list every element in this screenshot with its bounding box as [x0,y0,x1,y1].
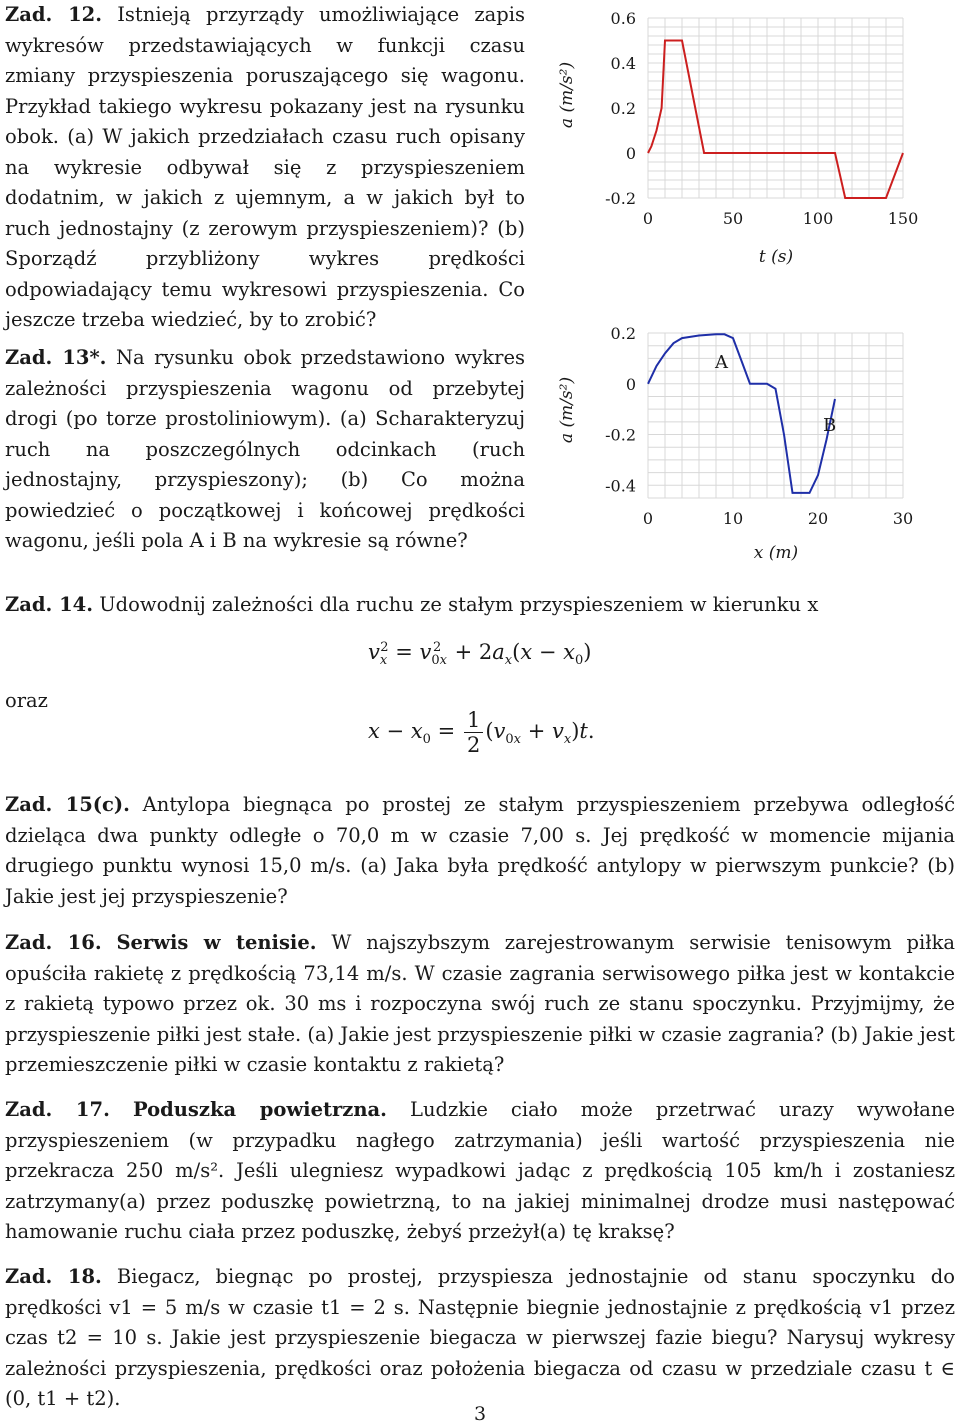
task-14-text: Udowodnij zależności dla ruchu ze stałym przyspieszeniem w kierunku x [99,593,819,616]
task-17-number: Zad. 17. [5,1098,110,1121]
chart2-ytick-label: -0.4 [605,476,636,496]
equation-1: $v_x^2 = v_{0x}^2 + 2a_x(x - x_0)$ [368,640,592,668]
chart1-ytick-label: 0.6 [610,9,636,28]
chart2-xlabel: x (m) [753,543,799,563]
task-17 [5,1095,955,1248]
task-15-number: Zad. 15(c). [5,793,130,816]
chart1-xtick-label: 150 [887,209,919,228]
task-15 [5,790,955,912]
chart-acceleration-vs-time [545,0,945,275]
task-18-text: Biegacz, biegnąc po prostej, przyspiesza jednostajnie od stanu spoczynku do prędkości v1 = 5 m/s w czasie t1 = 2 s. Następnie biegnie jednostajnie z prędkością v1 przez czas t2 = 10 s. Jakie jest przyspieszenie biegacza w pierwszej fazie biegu? Narysuj wykresy zależności przyspieszenia, prędkości oraz położenia biegacza od czasu w przedziale czasu t ∈ (0, t1 + t2). [5,1265,956,1410]
chart2-xtick-label: 30 [892,509,914,528]
equation-2: $x - x_0$ = $\frac{1}{2}$ $(v_{0x} + v_x)t$. [368,708,595,757]
chart1-ylabel: a (m/s²) [557,61,577,129]
oraz-word: oraz [5,689,48,712]
task-14 [5,590,955,621]
chart2-xtick-label: 20 [807,509,829,528]
task-14-number: Zad. 14. [5,593,94,616]
task-12 [5,0,525,336]
chart1-xtick-label: 50 [722,209,744,228]
task-15-text: Antylopa biegnąca po prostej ze stałym przyspieszeniem przebywa odległość dzieląca dwa punkty odległe o 70,0 m w czasie 7,00 s. Jej prędkość w momencie mijania drugiego punktu wynosi 15,0 m/s. (a) Jaka była prędkość antylopy w pierwszym punkcie? (b) Jakie jest jej przyspieszenie? [5,793,955,908]
chart-acceleration-vs-distance [545,315,945,575]
chart2-xtick-label: 10 [722,509,744,528]
chart1-ytick-label: 0.4 [610,54,636,73]
chart2-annotation-a: A [715,352,728,373]
chart1-xtick-label: 0 [642,209,654,228]
chart2-ylabel: a (m/s²) [557,376,577,444]
chart1-ytick-label: 0 [625,144,636,163]
page-number: 3 [473,1403,487,1425]
task-13 [5,343,525,557]
chart2-ytick-label: -0.2 [605,425,636,445]
chart1-ytick-label: 0.2 [610,99,636,118]
task-18 [5,1262,955,1415]
task-18-number: Zad. 18. [5,1265,102,1288]
task-12-text: Istnieją przyrządy umożliwiające zapis wykresów przedstawiających w funkcji czasu zmiany przyspieszenia poruszającego się wagonu. Przykład takiego wykresu pokazany jest na rysunku obok. (a) W jakich przedziałach czasu ruch opisany na wykresie odbywał się z przyspieszeniem dodatnim, w jakich z ujemnym, a w jakich był to ruch jednostajny (z zerowym przyspieszeniem)? (b) Sporządź przybliżony wykres prędkości odpowiadający temu wykresowi przyspieszenia. Co jeszcze trzeba wiedzieć, by to zrobić? [5,3,526,331]
task-17-text: Ludzkie ciało może przetrwać urazy wywołane przyspieszeniem (w przypadku nagłego zatrzymania) jeśli wartość przyspieszenia nie przekracza 250 m/s². Jeśli ulegniesz wypadkowi jadąc z prędkością 105 km/h i zostaniesz zatrzymany(a) przez poduszkę powietrzną, to na jakiej minimalnej drodze musi następować hamowanie ruchu ciała przez poduszkę, żebyś przeżył(a) tę kraksę? [5,1098,955,1243]
chart1-series-line [648,41,903,199]
chart2-annotation-b: B [823,415,837,436]
chart1-xlabel: t (s) [758,247,794,267]
task-13-number: Zad. 13*. [5,346,107,369]
chart2-ytick-label: 0.2 [610,324,636,343]
task-12-number: Zad. 12. [5,3,103,26]
chart1-xtick-label: 100 [802,209,834,228]
task-16-title: Serwis w tenisie. [116,931,317,954]
task-16-text: W najszybszym zarejestrowanym serwisie tenisowym piłka opuściła rakietę z prędkością 73,14 m/s. W czasie zagrania serwisowego piłka jest w kontakcie z rakietą typowo przez ok. 30 ms i rozpoczyna swój ruch ze stanu spoczynku. Przyjmijmy, że przyspieszenie piłki jest stałe. (a) Jakie jest przyspieszenie piłki w czasie zagrania? (b) Jakie jest przemieszczenie piłki w czasie kontaktu z rakietą? [5,931,956,1076]
chart2-ytick-label: 0 [625,374,636,394]
chart1-ytick-label: -0.2 [605,189,636,208]
task-13-text: Na rysunku obok przedstawiono wykres zależności przyspieszenia wagonu od przebytej drogi (po torze prostoliniowym). (a) Scharakteryzuj ruch na poszczególnych odcinkach (ruch jednostajny, przyspieszony); (b) Co można powiedzieć o początkowej i końcowej prędkości wagonu, jeśli pola A i B na wykresie są równe? [5,346,525,552]
task-16 [5,928,955,1081]
task-17-title: Poduszka powietrzna. [132,1098,387,1121]
chart2-xtick-label: 0 [642,509,654,528]
task-16-number: Zad. 16. [5,931,102,954]
